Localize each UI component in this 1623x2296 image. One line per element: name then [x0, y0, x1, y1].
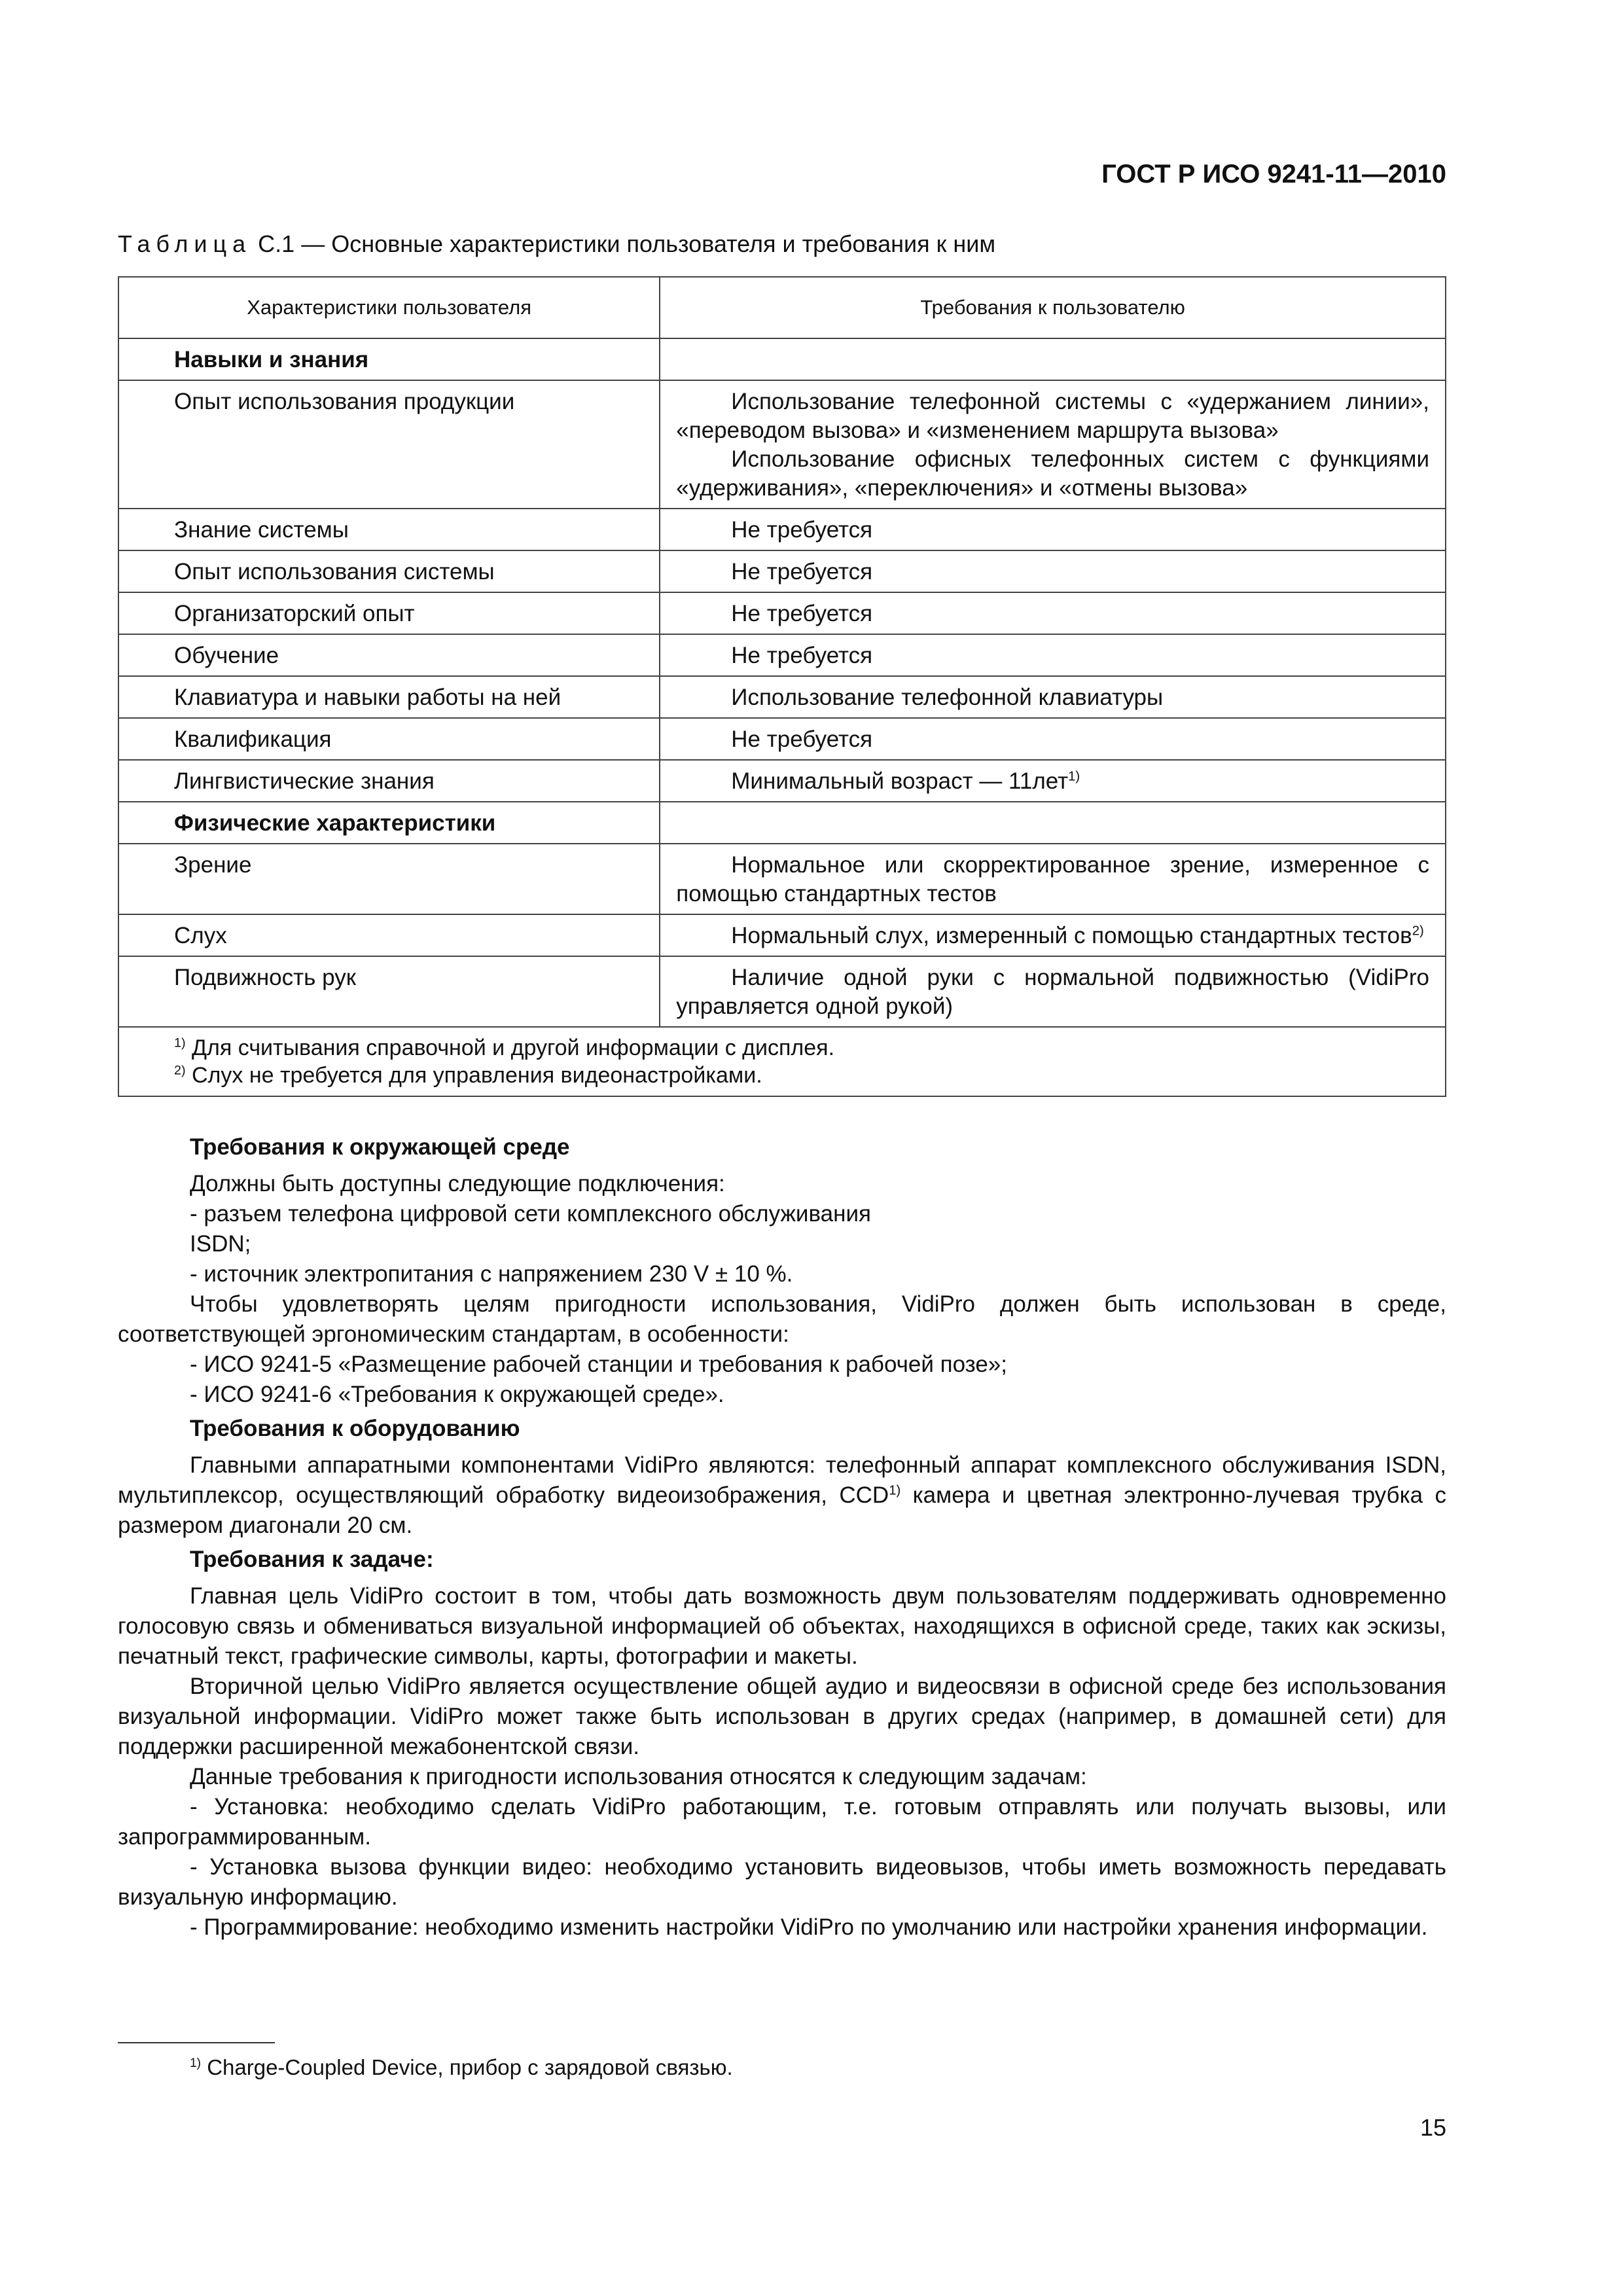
table-header-row — [118, 277, 1446, 338]
paragraph: Чтобы удовлетворять целям пригодности использования, VidiPro должен быть использован в среде, соответствующей эргономическим стандартам, в особенности: — [118, 1291, 1446, 1347]
table-caption-prefix: Таблица — [118, 230, 252, 257]
table-caption — [118, 230, 995, 258]
requirement-cell: Использование телефонной клавиатуры — [660, 676, 1446, 718]
characteristic-cell: Лингвистические знания — [118, 760, 660, 802]
table-row — [118, 592, 1446, 634]
characteristic-cell: Обучение — [118, 634, 660, 676]
paragraph: Главными аппаратными компонентами VidiPro являются: телефонный аппарат комплексного обслуживания ISDN, мультиплексор, осуществляющий обработку видеоизображения, CCD$^{1)}$ камера и цветная электронно-лучевая трубка с размером диагонали 20 см. — [118, 1452, 1446, 1538]
section-row-skills — [118, 338, 1446, 380]
requirement-cell: Нормальное или скорректированное зрение, измеренное с помощью стандартных тестов — [660, 844, 1446, 914]
characteristic-cell: Знание системы — [118, 509, 660, 550]
paragraph: - Программирование: необходимо изменить настройки VidiPro по умолчанию или настройки хранения информации. — [190, 1914, 1428, 1940]
note-reference: 1) — [1068, 769, 1080, 784]
characteristic-cell: Подвижность рук — [118, 956, 660, 1027]
column-header-characteristics: Характеристики пользователя — [118, 277, 660, 338]
paragraph: ISDN; — [190, 1231, 251, 1257]
requirement-cell: Не требуется — [660, 634, 1446, 676]
note-reference: 2) — [1412, 924, 1424, 939]
section-title: Физические характеристики — [118, 802, 660, 844]
table-note: $^{1)}$ Для считывания справочной и другой информации с дисплея. — [174, 1035, 835, 1060]
table-row — [118, 509, 1446, 550]
requirement-cell: Минимальный возраст — 11лет$^{1)}$ — [660, 760, 1446, 802]
task-heading: Требования к задаче: — [190, 1547, 434, 1572]
table-row — [118, 380, 1446, 509]
body-text — [118, 1128, 1446, 1943]
requirement-cell: Не требуется — [660, 718, 1446, 760]
table-caption-title: — Основные характеристики пользователя и требования к ним — [301, 230, 996, 257]
table-notes — [118, 1027, 1446, 1096]
table-row — [118, 760, 1446, 802]
characteristic-cell: Клавиатура и навыки работы на ней — [118, 676, 660, 718]
paragraph: - разъем телефона цифровой сети комплексного обслуживания — [190, 1201, 871, 1227]
requirement-cell: Использование телефонной системы с «удержанием линии», «переводом вызова» и «изменением маршрута вызова» Использование офисных телефонных систем с функциями «удерживания», «переключения» и «отмены вызова» — [660, 380, 1446, 509]
paragraph: Главная цель VidiPro состоит в том, чтобы дать возможность двум пользователям поддерживать одновременно голосовую связь и обмениваться визуальной информацией об объектах, находящихся в офисной среде, таких как эскизы, печатный текст, графические символы, карты, фотографии и макеты. — [118, 1583, 1446, 1669]
requirement-cell: Наличие одной руки с нормальной подвижностью (VidiPro управляется одной рукой) — [660, 956, 1446, 1027]
paragraph: - Установка вызова функции видео: необходимо установить видеовызов, чтобы иметь возможность передавать визуальную информацию. — [118, 1854, 1446, 1910]
table-note: $^{2)}$ Слух не требуется для управления видеонастройками. — [174, 1063, 762, 1088]
hardware-heading: Требования к оборудованию — [190, 1416, 520, 1441]
paragraph: - ИСО 9241-6 «Требования к окружающей среде». — [190, 1382, 724, 1407]
characteristic-cell: Организаторский опыт — [118, 592, 660, 634]
characteristic-cell: Слух — [118, 914, 660, 956]
table-row — [118, 676, 1446, 718]
section-title: Навыки и знания — [118, 338, 660, 380]
paragraph: - Установка: необходимо сделать VidiPro работающим, т.е. готовым отправлять или получать вызовы, или запрограммированным. — [118, 1794, 1446, 1850]
table-row — [118, 844, 1446, 914]
characteristic-cell: Квалификация — [118, 718, 660, 760]
footnote: $^{1)}$ Charge-Coupled Device, прибор с зарядовой связью. — [190, 2055, 733, 2079]
table-row — [118, 914, 1446, 956]
table-row — [118, 634, 1446, 676]
table-caption-number: С.1 — [258, 230, 295, 257]
table-row — [118, 718, 1446, 760]
requirements-table — [118, 276, 1446, 1097]
paragraph: Данные требования к пригодности использования относятся к следующим задачам: — [190, 1764, 1087, 1789]
footnote-reference: 1) — [889, 1483, 901, 1498]
environment-heading: Требования к окружающей среде — [190, 1134, 570, 1160]
characteristic-cell: Опыт использования продукции — [118, 380, 660, 509]
requirement-cell: Не требуется — [660, 550, 1446, 592]
column-header-requirements: Требования к пользователю — [660, 277, 1446, 338]
paragraph: - источник электропитания с напряжением 230 V ± 10 %. — [190, 1261, 793, 1287]
table-notes-row — [118, 1027, 1446, 1096]
paragraph: Должны быть доступны следующие подключения: — [190, 1171, 725, 1196]
page-number: 15 — [1419, 2114, 1446, 2141]
standard-designation: ГОСТ Р ИСО 9241-11—2010 — [1101, 160, 1446, 188]
footnote-separator — [118, 2042, 275, 2043]
paragraph: Вторичной целью VidiPro является осуществление общей аудио и видеосвязи в офисной среде без использования визуальной информации. VidiPro может также быть использован в других средах (например, в домашней сети) для поддержки расширенной межабонентской связи. — [118, 1674, 1446, 1759]
paragraph: - ИСО 9241-5 «Размещение рабочей станции и требования к рабочей позе»; — [190, 1352, 1007, 1377]
requirement-cell: Нормальный слух, измеренный с помощью стандартных тестов$^{2)}$ — [660, 914, 1446, 956]
section-row-physical — [118, 802, 1446, 844]
characteristic-cell: Зрение — [118, 844, 660, 914]
requirement-cell: Не требуется — [660, 509, 1446, 550]
table-row — [118, 956, 1446, 1027]
table-row — [118, 550, 1446, 592]
requirement-cell: Не требуется — [660, 592, 1446, 634]
characteristic-cell: Опыт использования системы — [118, 550, 660, 592]
